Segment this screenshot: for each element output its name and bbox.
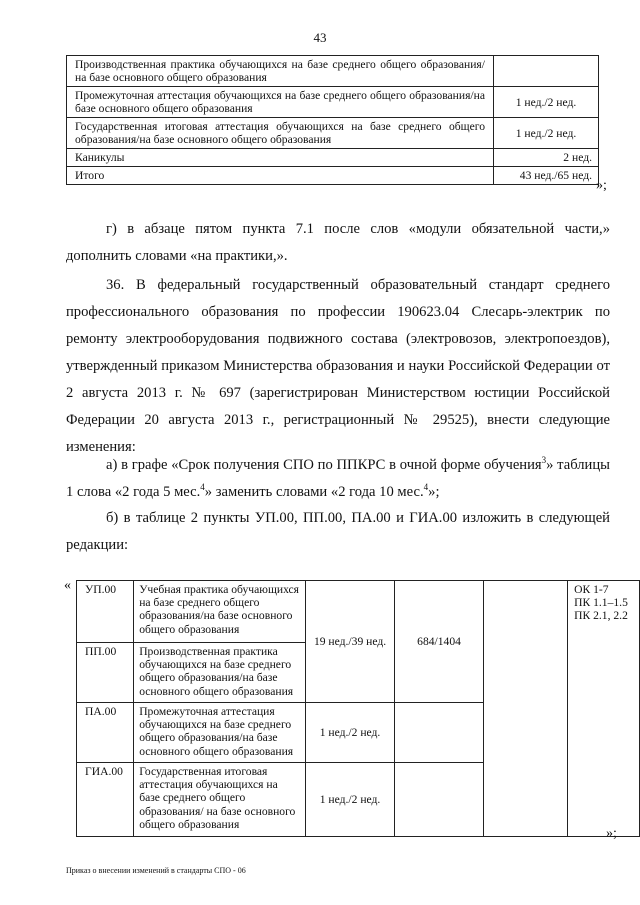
table-row xyxy=(67,87,599,118)
table-cell-desc: Промежуточная аттестация обучающихся на базе среднего общего образования/на базе основного общего образования xyxy=(67,87,494,118)
table-row xyxy=(67,118,599,149)
table-row xyxy=(77,581,640,643)
text-run: » таблицы 1 слова «2 года 5 мес. xyxy=(66,457,610,500)
table-cell-desc: Промежуточная аттестация обучающихся на базе среднего общего образования/на базе основного общего образования xyxy=(134,703,306,763)
opening-quote: « xyxy=(64,578,71,593)
paragraph-b: б) в таблице 2 пункты УП.00, ПП.00, ПА.00 и ГИА.00 изложить в следующей редакции: xyxy=(66,510,610,553)
text-run: » заменить словами «2 года 10 мес. xyxy=(204,484,424,500)
table-cell-hours xyxy=(394,703,484,763)
table-cell-duration: 1 нед./2 нед. xyxy=(306,763,394,837)
table-cell-desc: Каникулы xyxy=(67,149,494,167)
table-cell-value: 1 нед./2 нед. xyxy=(494,118,599,149)
footnote-ref: 4 xyxy=(200,482,205,493)
table-cell-code: ПП.00 xyxy=(77,643,134,703)
table-cell-hours: 684/1404 xyxy=(394,581,484,703)
table-cell-desc: Производственная практика обучающихся на базе среднего общего образования/на базе основного общего образования xyxy=(134,643,306,703)
table-cell-value: 2 нед. xyxy=(494,149,599,167)
page-number: 43 xyxy=(313,30,327,45)
table-cell-code: ГИА.00 xyxy=(77,763,134,837)
paragraph-a xyxy=(66,452,610,506)
table-cell-value: 43 нед./65 нед. xyxy=(494,167,599,185)
table-row xyxy=(67,56,599,87)
table-cell-desc: Итого xyxy=(67,167,494,185)
paragraph-g-line2: дополнить словами «на практики,». xyxy=(66,248,288,264)
table-cell-code: УП.00 xyxy=(77,581,134,643)
table-cell-duration: 1 нед./2 нед. xyxy=(306,703,394,763)
practice-table xyxy=(76,580,640,837)
table-cell-desc: Государственная итоговая аттестация обучающихся на базе среднего общего образования/на базе основного общего образования xyxy=(67,118,494,149)
paragraph-36: 36. В федеральный государственный образовательный стандарт среднего профессионального образования по профессии 190623.04 Слесарь-электрик по ремонту электрооборудования подвижного состава (электровозов, электропоездов), утвержденный приказом Министерства образования и науки Российской Федерации от 2 августа 2013 г. № 697 (зарегистрирован Министерством юстиции Российской Федерации 20 августа 2013 г., регистрационный № 29525), внести следующие изменения: xyxy=(66,277,610,455)
closing-quote: »; xyxy=(596,178,607,193)
table-cell-desc: Государственная итоговая аттестация обучающихся на базе среднего общего образования/ на базе основного общего образования xyxy=(134,763,306,837)
text-run: »; xyxy=(428,484,440,500)
footnote-ref: 3 xyxy=(541,455,547,466)
table-row xyxy=(67,149,599,167)
table-cell-duration: 19 нед./39 нед. xyxy=(306,581,394,703)
competency-code: ПК 2.1, 2.2 xyxy=(574,609,628,623)
footnote-ref: 4 xyxy=(423,482,429,493)
table-row xyxy=(67,167,599,185)
table-cell-competencies xyxy=(568,581,640,837)
curriculum-summary-table xyxy=(66,55,599,185)
table-cell-value xyxy=(494,56,599,87)
competency-code: ОК 1-7 xyxy=(574,583,609,596)
competency-code: ПК 1.1–1.5 xyxy=(574,596,628,610)
closing-quote: »; xyxy=(606,826,617,841)
paragraph-g-line1: г) в абзаце пятом пункта 7.1 после слов «модули обязательной части,» xyxy=(106,221,610,237)
table-cell-code: ПА.00 xyxy=(77,703,134,763)
table-cell-empty xyxy=(484,581,568,837)
table-cell-hours xyxy=(394,763,484,837)
table-cell-value: 1 нед./2 нед. xyxy=(494,87,599,118)
footer-note: Приказ о внесении изменений в стандарты СПО - 06 xyxy=(66,866,246,875)
table-cell-desc: Учебная практика обучающихся на базе среднего общего образования/на базе основного общего образования xyxy=(134,581,306,643)
table-cell-desc: Производственная практика обучающихся на базе среднего общего образования/на базе основного общего образования xyxy=(67,56,494,87)
text-run: а) в графе «Срок получения СПО по ППКРС в очной форме обучения xyxy=(106,457,542,473)
